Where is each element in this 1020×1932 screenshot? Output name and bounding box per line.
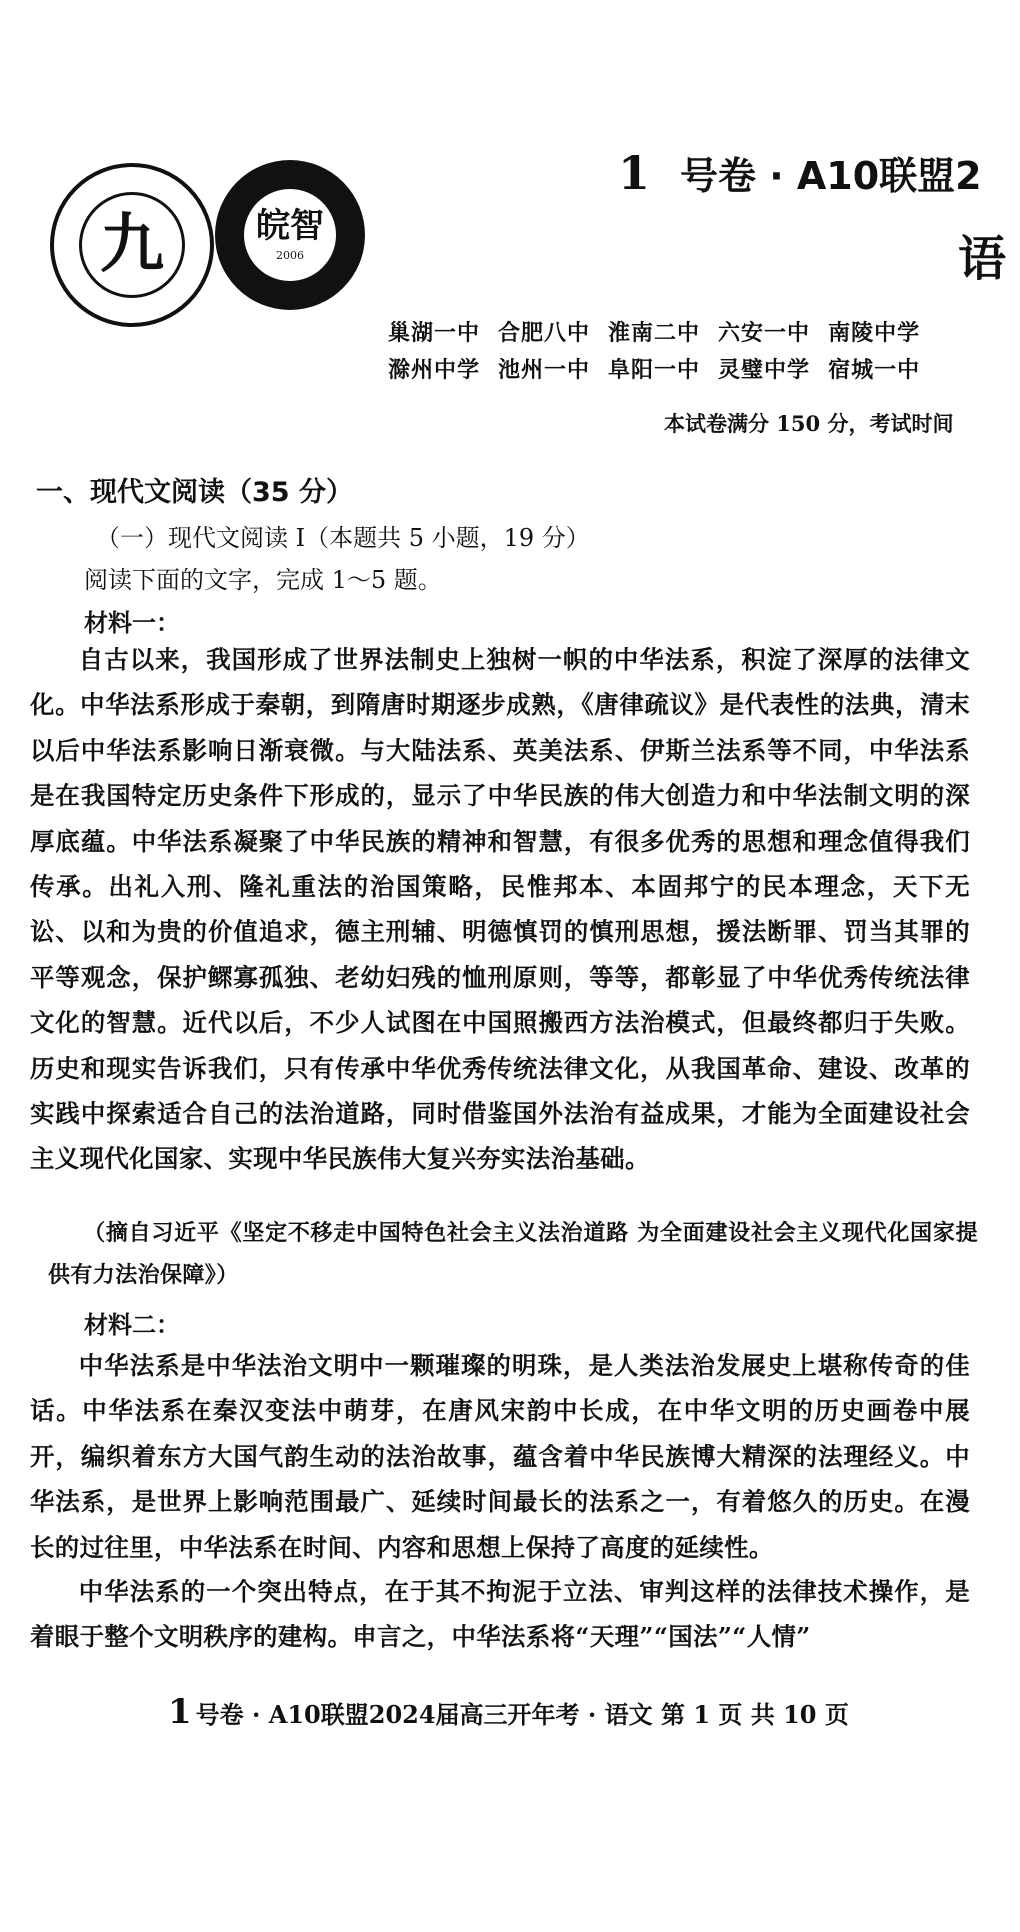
school-name: 灵璧中学 (718, 358, 811, 383)
material-2-paragraph-1: 中华法系是中华法治文明中一颗璀璨的明珠，是人类法治发展史上堪称传奇的佳话。中华法系在秦汉变法中萌芽，在唐风宋韵中长成，在中华文明的历史画卷中展开，编织着东方大国气韵生动的法治故事，蕴含着中华民族博大精深的法理经义。中华法系，是世界上影响范围最广、延续时间最长的法系之一，有着悠久的历史。在漫长的过往里，中华法系在时间、内容和思想上保持了高度的延续性。 (30, 1351, 970, 1562)
subject-title: 语 (958, 231, 1007, 287)
school-name: 阜阳一中 (608, 358, 701, 383)
brand-mark: 1 (618, 146, 651, 200)
material-1-source: （摘自习近平《坚定不移走中国特色社会主义法治道路 为全面建设社会主义现代化国家提供有力法治保障》） (48, 1220, 978, 1288)
school-name: 滁州中学 (388, 358, 481, 383)
schools-row-2 (388, 353, 938, 384)
footer-brand-mark: 1 (168, 1692, 192, 1732)
school-name: 南陵中学 (828, 321, 921, 346)
alliance-logo (50, 163, 214, 327)
alliance-logo-glyph: 九 (100, 207, 164, 282)
wanzhi-logo-glyph: 皖智 (256, 205, 324, 246)
school-name: 池州一中 (498, 358, 591, 383)
exam-title: 号卷 · A10联盟2 (680, 154, 982, 198)
material-1-label: 材料一： (84, 608, 180, 637)
wanzhi-logo-year: 2006 (276, 248, 304, 262)
footer-text: 号卷 · A10联盟2024届高三开年考 · 语文 第 1 页 共 10 页 (195, 1700, 849, 1729)
school-name: 合肥八中 (498, 321, 591, 346)
exam-info: 本试卷满分 150 分，考试时间 (664, 411, 954, 436)
schools-row-1 (388, 316, 938, 347)
section-subheading: （一）现代文阅读 I（本题共 5 小题，19 分） (96, 524, 590, 552)
material-1-text: 自古以来，我国形成了世界法制史上独树一帜的中华法系，积淀了深厚的法律文化。中华法系形成于秦朝，到隋唐时期逐步成熟，《唐律疏议》是代表性的法典，清末以后中华法系影响日渐衰微。与大陆法系、英美法系、伊斯兰法系等不同，中华法系是在我国特定历史条件下形成的，显示了中华民族的伟大创造力和中华法制文明的深厚底蕴。中华法系凝聚了中华民族的精神和智慧，有很多优秀的思想和理念值得我们传承。出礼入刑、隆礼重法的治国策略，民惟邦本、本固邦宁的民本理念，天下无讼、以和为贵的价值追求，德主刑辅、明德慎罚的慎刑思想，援法断罪、罚当其罪的平等观念，保护鳏寡孤独、老幼妇残的恤刑原则，等等，都彰显了中华优秀传统法律文化的智慧。近代以后，不少人试图在中国照搬西方法治模式，但最终都归于失败。历史和现实告诉我们，只有传承中华优秀传统法律文化，从我国革命、建设、改革的实践中探索适合自己的法治道路，同时借鉴国外法治有益成果，才能为全面建设社会主义现代化国家、实现中华民族伟大复兴夯实法治基础。 (30, 645, 970, 1174)
school-name: 淮南二中 (608, 321, 701, 346)
school-name: 巢湖一中 (388, 321, 481, 346)
school-name: 六安一中 (718, 321, 811, 346)
material-2-paragraph-2: 中华法系的一个突出特点，在于其不拘泥于立法、审判这样的法律技术操作，是着眼于整个文明秩序的建构。申言之，中华法系将“天理”“国法”“人情” (30, 1577, 970, 1652)
material-2-label: 材料二： (84, 1310, 180, 1339)
reading-instruction: 阅读下面的文字，完成 1～5 题。 (84, 566, 442, 594)
page-footer (168, 1692, 849, 1732)
wanzhi-education-logo (215, 160, 365, 310)
school-name: 宿城一中 (828, 358, 921, 383)
section-heading: 一、现代文阅读（35 分） (36, 477, 353, 508)
